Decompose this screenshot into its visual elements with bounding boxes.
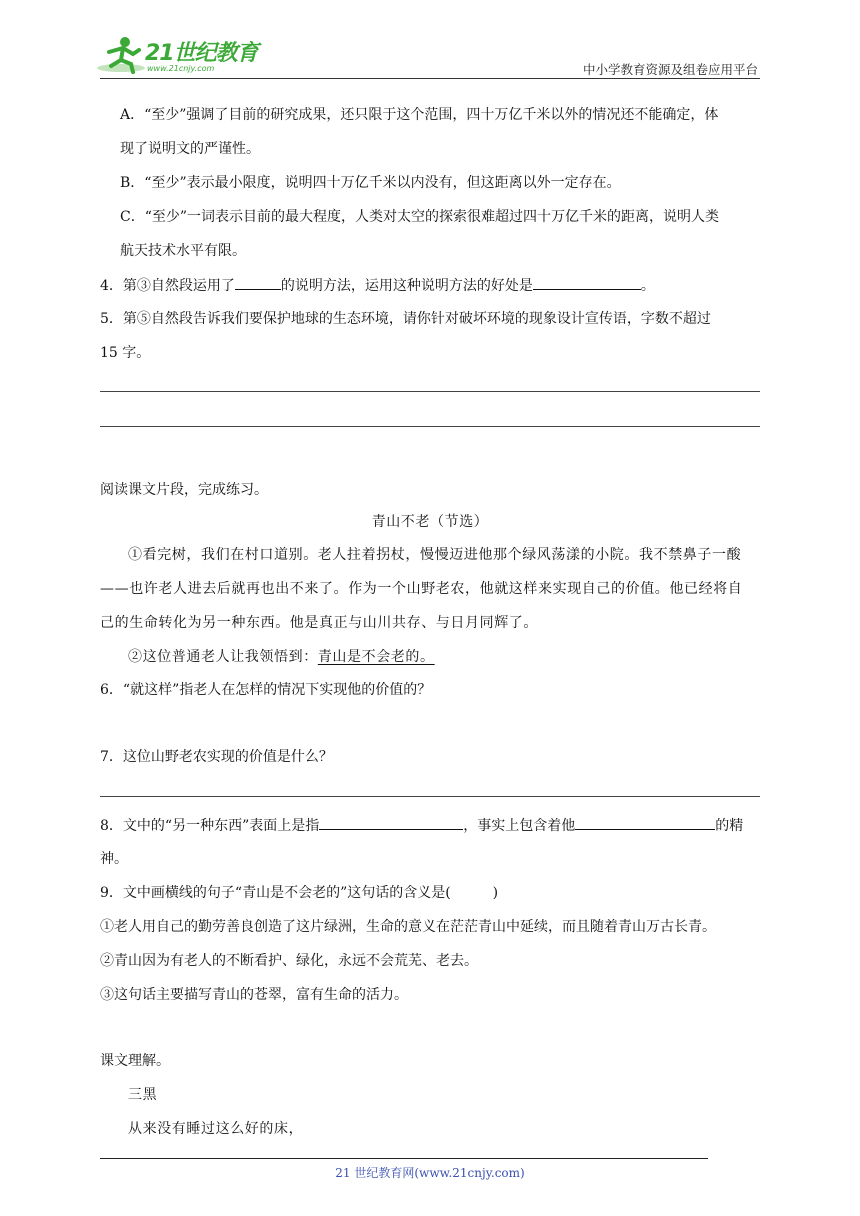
passage-title: 青山不老（节选） (371, 514, 489, 530)
answer-line[interactable] (100, 796, 760, 797)
question-8-part1: 8．文中的“另一种东西”表面上是指 (100, 818, 320, 834)
answer-line[interactable] (100, 391, 760, 392)
question-4-part1: 4．第③自然段运用了 (100, 278, 235, 294)
question-8-line2: 神。 (100, 851, 128, 867)
question-9: 9．文中画横线的句子“青山是不会老的”这句话的含义是( ) (100, 885, 499, 901)
section3-intro: 课文理解。 (100, 1053, 170, 1069)
site-logo (95, 34, 265, 76)
option-c-line1: C．“至少”一词表示目前的最大程度，人类对太空的探索很难超过四十万亿千米的距离，说明人类 (120, 209, 720, 225)
poem-line-1: 从来没有睡过这么好的床， (128, 1121, 304, 1137)
question-6: 6．“就这样”指老人在怎样的情况下实现他的价值的？ (100, 682, 432, 698)
question-8-part2: ，事实上包含着他 (463, 818, 576, 834)
platform-label: 中小学教育资源及组卷应用平台 (582, 62, 758, 77)
answer-line[interactable] (100, 426, 760, 427)
option-3: ③这句话主要描写青山的苍翠，富有生命的活力。 (100, 987, 408, 1003)
question-8 (100, 815, 743, 836)
passage-p1-line1: ①看完树，我们在村口道别。老人拄着拐杖，慢慢迈进他那个绿风荡漾的小院。我不禁鼻子一酸 (128, 547, 742, 563)
option-2: ②青山因为有老人的不断看护、绿化，永远不会荒芜、老去。 (100, 953, 478, 969)
reading-intro: 阅读课文片段，完成练习。 (100, 482, 268, 498)
header-divider (100, 78, 760, 79)
question-7: 7．这位山野老农实现的价值是什么？ (100, 749, 333, 765)
footer-divider (100, 1158, 708, 1159)
passage-p2-lead: ②这位普通老人让我领悟到： (128, 649, 318, 665)
answer-blank[interactable] (319, 815, 463, 830)
passage-p2 (128, 647, 435, 667)
question-5-line1: 5．第⑤自然段告诉我们要保护地球的生态环境，请你针对破坏环境的现象设计宣传语，字数不超过 (100, 311, 711, 327)
answer-blank[interactable] (235, 275, 281, 290)
option-1: ①老人用自己的勤劳善良创造了这片绿洲，生命的意义在茫茫青山中延续，而且随着青山万古长青。 (100, 919, 716, 935)
footer-text[interactable]: 21 世纪教育网(www.21cnjy.com) (335, 1166, 525, 1180)
logo-text: 21世纪教育 (145, 41, 258, 66)
question-4 (100, 275, 655, 296)
answer-blank[interactable] (575, 815, 715, 830)
passage-p1-line2: ——也许老人进去后就再也出不来了。作为一个山野老农，他就这样来实现自己的价值。他已经将自 (100, 581, 743, 597)
poem-title: 三黑 (128, 1087, 158, 1103)
option-a-line2: 现了说明文的严谨性。 (120, 141, 260, 157)
question-5-line2: 15 字。 (100, 345, 151, 361)
option-a-line1: A．“至少”强调了目前的研究成果，还只限于这个范围，四十万亿千米以外的情况还不能确定，体 (120, 107, 719, 123)
question-4-part3: 。 (640, 278, 655, 294)
question-4-part2: 的说明方法，运用这种说明方法的好处是 (280, 278, 533, 294)
question-8-part3: 的精 (715, 818, 744, 834)
underlined-sentence: 青山是不会老的。 (317, 649, 435, 665)
answer-blank[interactable] (533, 275, 641, 290)
option-b: B．“至少”表示最小限度，说明四十万亿千米以内没有，但这距离以外一定存在。 (120, 175, 621, 191)
logo-subtext: www.21cnjy.com (147, 64, 215, 73)
option-c-line2: 航天技术水平有限。 (120, 243, 246, 259)
passage-p1-line3: 己的生命转化为另一种东西。他是真正与山川共存、与日月同辉了。 (100, 615, 538, 631)
